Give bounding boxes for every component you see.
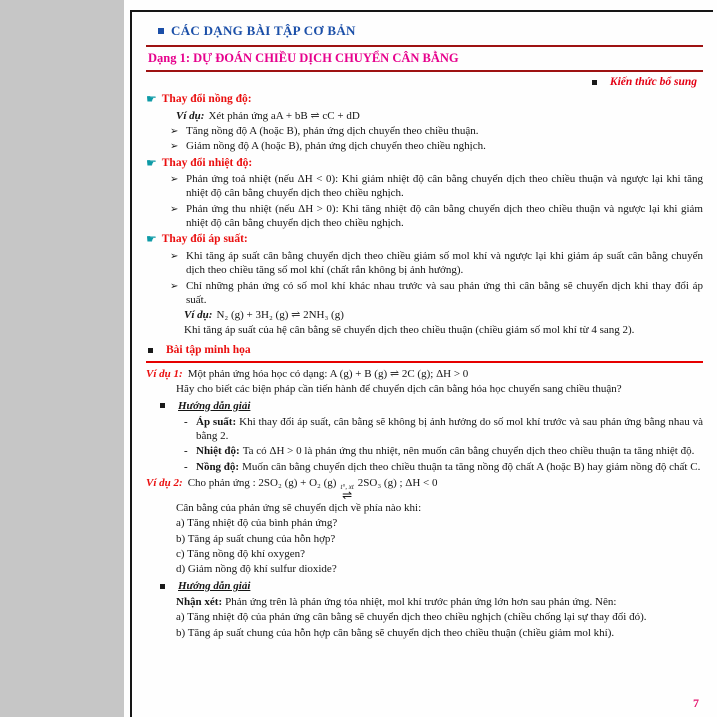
dash-bullet-icon: -: [184, 445, 188, 458]
concentration-example-line: [146, 109, 703, 123]
solution-item: [146, 460, 703, 474]
arrow-bullet-icon: ➢: [170, 174, 179, 186]
remark-label: Nhận xét:: [176, 596, 223, 609]
example-equation: Xét phản ứng aA + bB ⇌ cC + dD: [208, 109, 360, 122]
example1-statement: Một phản ứng hóa học có dạng: A (g) + B (g) ⇌ 2C (g); ΔH > 0: [187, 367, 469, 380]
dash-bullet-icon: -: [184, 415, 188, 428]
example2-answer-a: a) Tăng nhiệt độ của phản ứng cân bằng sẽ chuyển dịch theo chiều nghịch (chiều chống lại sự thay đổi đó).: [176, 611, 647, 624]
example2-intro: Cân bằng của phản ứng sẽ chuyển dịch về phía nào khi:: [176, 502, 422, 515]
bullet-item: [146, 202, 703, 231]
section-heading: Dạng 1: DỰ ĐOÁN CHIỀU DỊCH CHUYỂN CÂN BẰNG: [148, 50, 459, 65]
solution-item-label: Áp suất:: [196, 415, 237, 428]
arrow-bullet-icon: ➢: [170, 280, 179, 292]
exercises-heading: Bài tập minh họa: [166, 343, 251, 356]
theory-heading-temperature: [146, 156, 703, 172]
square-bullet-icon: [158, 28, 164, 34]
example2-statement-row: [146, 476, 703, 503]
arrow-condition-label: t°, xt: [340, 483, 354, 492]
bullet-item: [146, 249, 703, 278]
solution-text: [196, 460, 703, 474]
example2-question-d: d) Giảm nồng độ khí sulfur dioxide?: [176, 563, 337, 576]
theory-heading-label: Thay đổi áp suất:: [161, 233, 248, 246]
solution-heading: Hướng dẫn giải: [178, 399, 251, 412]
pressure-example-note: Khi tăng áp suất của hệ cân bằng sẽ chuyển dịch theo chiều thuận (chiều giảm số mol khí từ 4 sang 2).: [184, 324, 635, 337]
bullet-item: [146, 139, 703, 153]
side-note-label: Kiến thức bổ sung: [609, 76, 697, 89]
example1-question: Hãy cho biết các biện pháp cần tiến hành để chuyển dịch cân bằng hóa học chuyển sang chiều thuận?: [176, 382, 622, 395]
example2-question-c: c) Tăng nồng độ khí oxygen?: [176, 547, 306, 560]
solution-heading: Hướng dẫn giải: [178, 579, 251, 592]
square-bullet-icon: [160, 584, 165, 589]
bullet-item: [146, 279, 703, 308]
solution-heading-row: [146, 398, 703, 413]
pointing-hand-icon: ☛: [146, 232, 157, 247]
theory-heading-label: Thay đổi nồng độ:: [161, 93, 252, 106]
solution-text: [196, 415, 703, 444]
side-note-row: [146, 75, 697, 90]
bullet-item: [146, 172, 703, 201]
equilibrium-arrow: [340, 483, 354, 503]
example-label: Ví dụ:: [176, 109, 205, 122]
example2-remark: [146, 595, 703, 609]
example1-label: Ví dụ 1:: [146, 367, 183, 380]
example2-question-b: b) Tăng áp suất chung của hỗn hợp?: [176, 532, 336, 545]
solution-item-body: Khi thay đổi áp suất, cân bằng sẽ không bị ảnh hưởng do số mol khí trước và sau phản ứng bằng nhau và bằng 2.: [196, 415, 703, 443]
dash-bullet-icon: -: [184, 460, 188, 473]
bullet-text: Tăng nồng độ A (hoặc B), phản ứng dịch chuyển theo chiều thuận.: [186, 124, 479, 137]
theory-heading-pressure: [146, 232, 703, 248]
page-number: 7: [693, 696, 699, 710]
solution-item-body: Muốn cân bằng chuyển dịch theo chiều thuận ta tăng nồng độ chất A (hoặc B) hay giảm nồng độ chất C.: [242, 460, 701, 473]
pressure-example-line: [146, 308, 703, 322]
chapter-title-row: [158, 23, 703, 40]
example2-answer-b: b) Tăng áp suất chung của hỗn hợp cân bằng sẽ chuyển dịch theo chiều thuận (chiều giảm mol khí).: [176, 626, 615, 639]
solution-item: [146, 415, 703, 444]
bullet-text: Phản ứng thu nhiệt (nếu ΔH > 0): Khi tăng nhiệt độ cân bằng chuyển dịch theo chiều thuận và ngược lại khi giảm nhiệt độ cân bằng chuyển dịch theo chiều nghịch.: [186, 202, 703, 230]
remark-text: Phản ứng trên là phản ứng tỏa nhiệt, mol khí trước phản ứng lớn hơn sau phản ứng. Nên:: [225, 596, 617, 609]
bullet-item: [146, 124, 703, 138]
square-bullet-icon: [160, 403, 165, 408]
solution-item-label: Nhiệt độ:: [196, 445, 240, 458]
theory-heading-label: Thay đổi nhiệt độ:: [161, 156, 253, 169]
solution-text: [196, 444, 703, 458]
example-label: Ví dụ:: [184, 309, 213, 322]
document-page: [124, 0, 717, 717]
solution-item-label: Nồng độ:: [196, 460, 240, 473]
arrow-bullet-icon: ➢: [170, 250, 179, 262]
example2-label: Ví dụ 2:: [146, 477, 183, 490]
bullet-text: Phản ứng toả nhiệt (nếu ΔH < 0): Khi giảm nhiệt độ cân bằng chuyển dịch theo chiều thuận và ngược lại khi tăng nhiệt độ cân bằng chuyển dịch theo chiều nghịch.: [186, 173, 703, 200]
solution-item-body: Ta có ΔH > 0 là phản ứng thu nhiệt, nên muốn cân bằng chuyển dịch theo chiều thuận ta tăng nhiệt độ.: [242, 445, 695, 458]
square-bullet-icon: [592, 80, 597, 85]
solution-heading-row: [146, 579, 703, 594]
chapter-title: CÁC DẠNG BÀI TẬP CƠ BẢN: [171, 23, 356, 38]
pointing-hand-icon: ☛: [146, 155, 157, 170]
example2-statement-suffix: 2SO₃ (g) ; ΔH < 0: [357, 477, 438, 490]
example1-statement-row: [146, 367, 703, 381]
arrow-bullet-icon: ➢: [170, 125, 179, 137]
solution-item: [146, 444, 703, 458]
exercises-heading-row: [146, 342, 703, 363]
square-bullet-icon: [148, 348, 153, 353]
example2-statement-prefix: Cho phản ứng : 2SO₂ (g) + O₂ (g): [187, 477, 337, 490]
pointing-hand-icon: ☛: [146, 92, 157, 107]
arrow-bullet-icon: ➢: [170, 141, 179, 153]
equilibrium-arrow-icon: ⇌: [342, 488, 353, 503]
example-equation: N₂ (g) + 3H₂ (g) ⇌ 2NH₃ (g): [216, 309, 344, 322]
section-heading-bar: [146, 45, 703, 72]
example2-question-a: a) Tăng nhiệt độ của bình phản ứng?: [176, 517, 338, 530]
arrow-bullet-icon: ➢: [170, 203, 179, 215]
bullet-text: Khi tăng áp suất cân bằng chuyển dịch theo chiều giảm số mol khí và ngược lại khi giảm áp suất cân bằng chuyển dịch theo chiều tăng số mol khí (chất rắn không bị ảnh hưởng).: [186, 249, 703, 277]
bullet-text: Giảm nồng độ A (hoặc B), phản ứng dịch chuyển theo chiều nghịch.: [186, 140, 486, 153]
page-frame: [130, 10, 713, 717]
bullet-text: Chỉ những phản ứng có số mol khí khác nhau trước và sau phản ứng thì cân bằng sẽ chuyển dịch khi thay đổi áp suất.: [186, 279, 703, 306]
theory-heading-concentration: [146, 92, 703, 108]
